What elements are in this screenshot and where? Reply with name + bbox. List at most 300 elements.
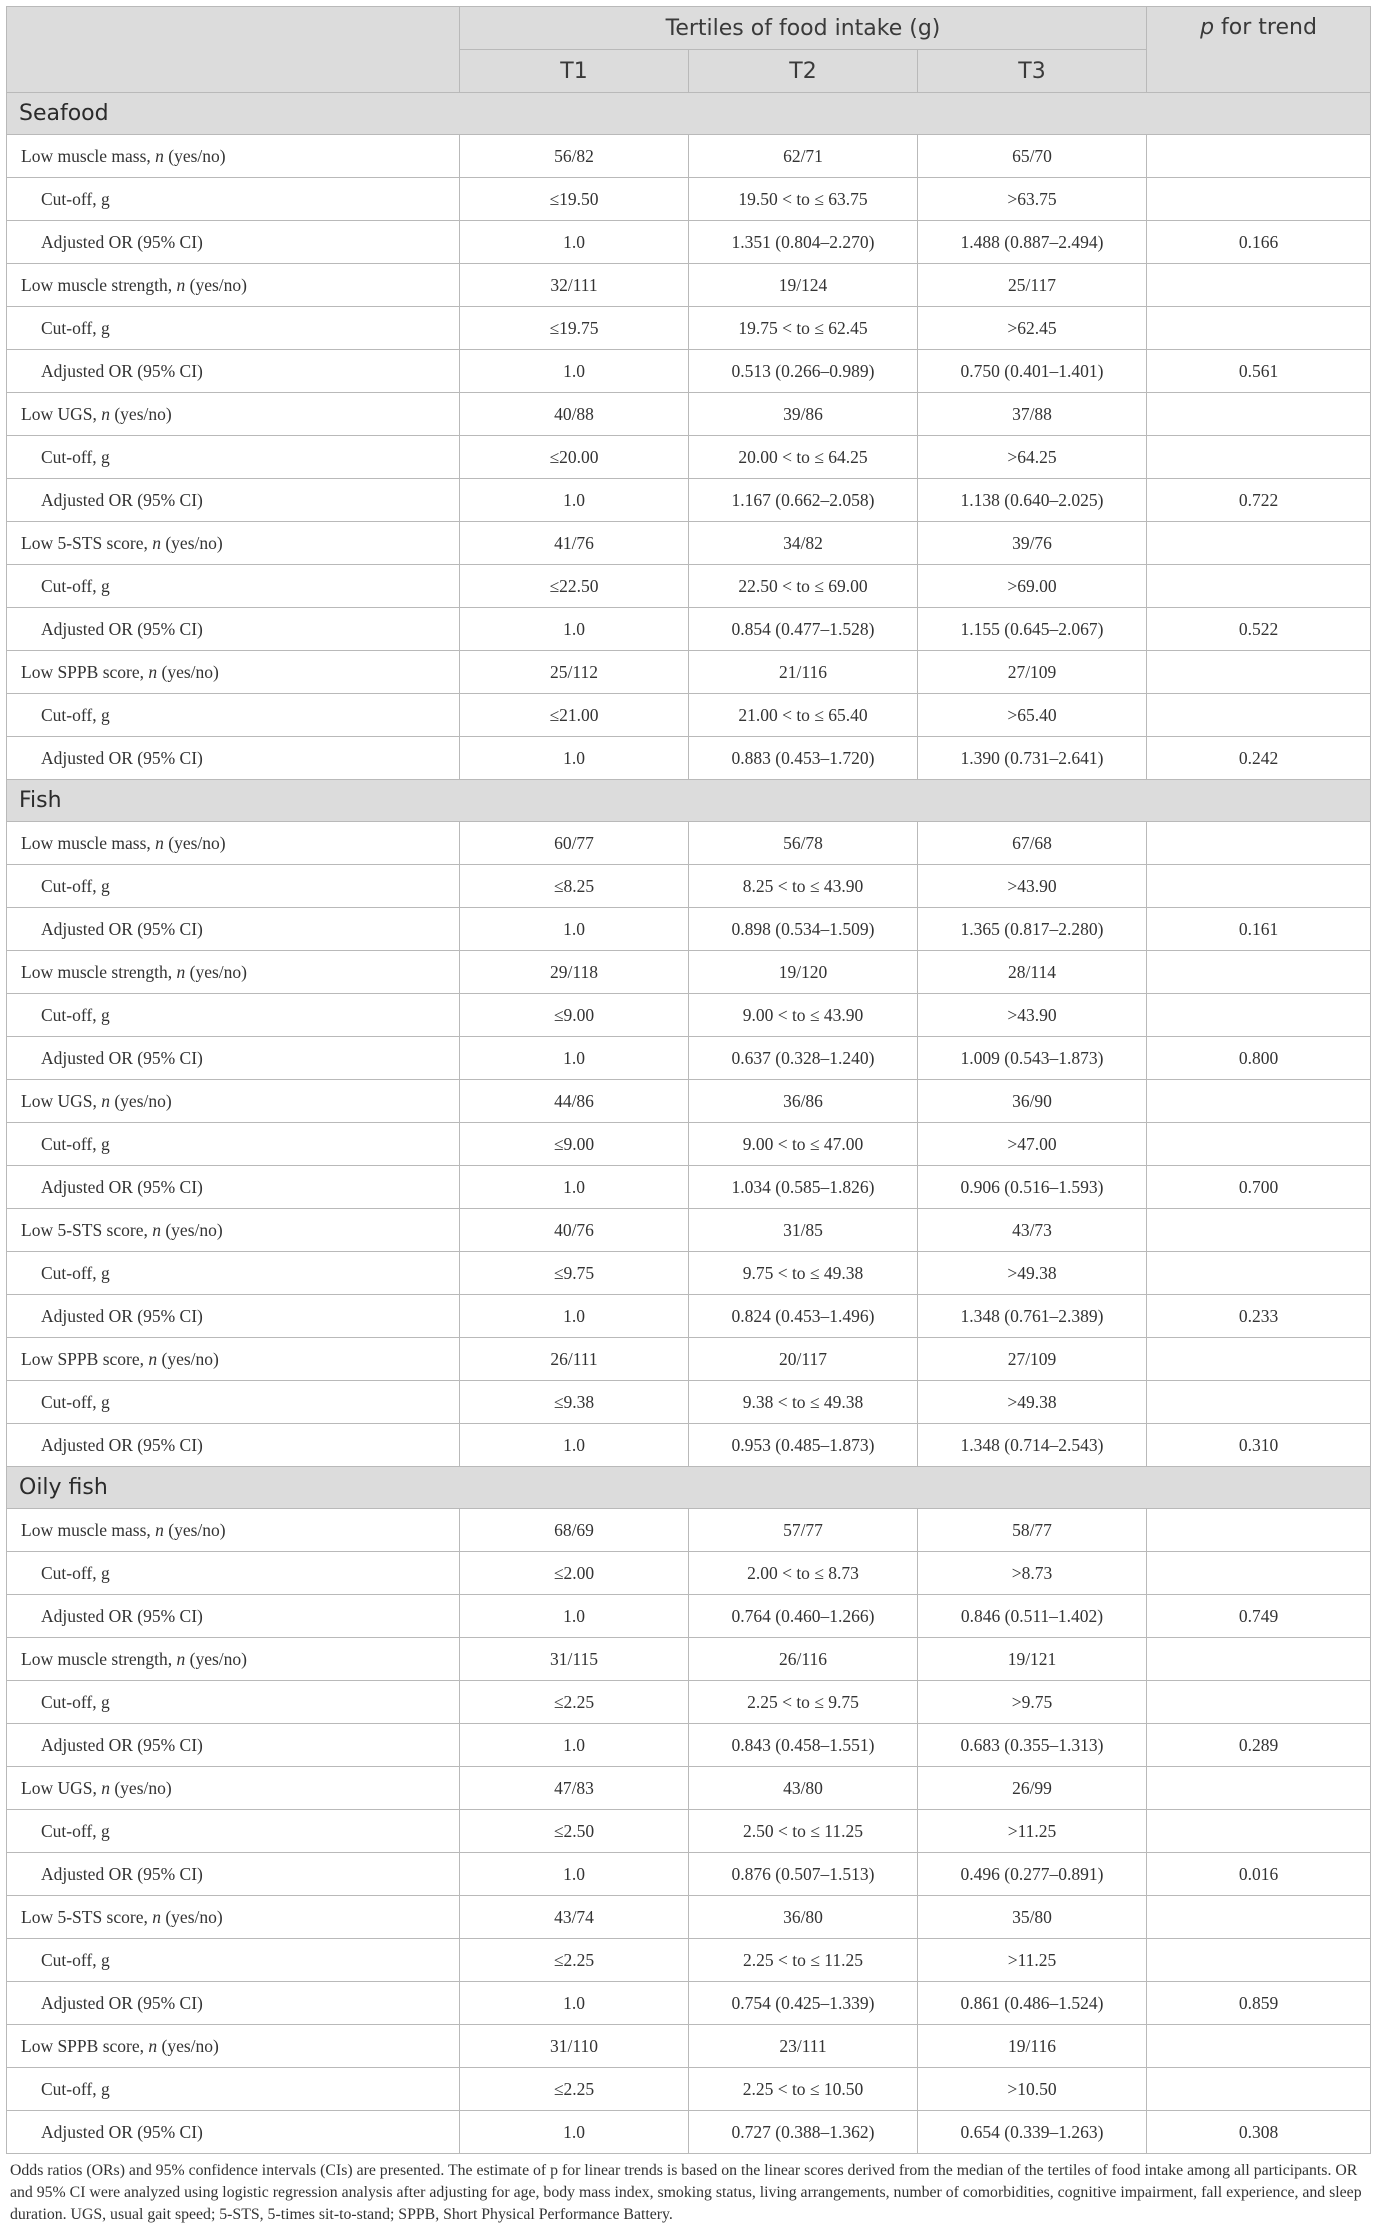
cutoff-label: Cut-off, g — [7, 1552, 460, 1595]
outcome-label-suffix: (yes/no) — [109, 1090, 172, 1111]
adjusted-or-row — [7, 737, 1371, 780]
outcome-label-n: n — [155, 145, 164, 166]
cutoff-label: Cut-off, g — [7, 1810, 460, 1853]
cutoff-cell: ≤9.00 — [460, 994, 689, 1037]
count-cell: 60/77 — [460, 822, 689, 865]
p-trend-empty-cell — [1147, 1810, 1371, 1853]
p-trend-empty-cell — [1147, 994, 1371, 1037]
outcome-label-suffix: (yes/no) — [185, 274, 248, 295]
outcome-row — [7, 822, 1371, 865]
outcome-label-n: n — [155, 832, 164, 853]
p-trend-cell: 0.722 — [1147, 479, 1371, 522]
outcome-label — [7, 1209, 460, 1252]
or-cell: 1.155 (0.645–2.067) — [918, 608, 1147, 651]
count-cell: 27/109 — [918, 1338, 1147, 1381]
tertiles-group-header: Tertiles of food intake (g) — [460, 7, 1147, 50]
count-cell: 21/116 — [689, 651, 918, 694]
count-cell: 28/114 — [918, 951, 1147, 994]
count-cell: 26/116 — [689, 1638, 918, 1681]
cutoff-cell: 9.38 < to ≤ 49.38 — [689, 1381, 918, 1424]
p-trend-cell: 0.289 — [1147, 1724, 1371, 1767]
adjusted-or-row — [7, 1982, 1371, 2025]
or-cell: 1.0 — [460, 1982, 689, 2025]
p-trend-cell: 0.310 — [1147, 1424, 1371, 1467]
outcome-label-prefix: Low SPPB score, — [21, 2035, 149, 2056]
p-trend-italic: p — [1200, 15, 1215, 40]
p-trend-empty-cell — [1147, 865, 1371, 908]
outcome-label-n: n — [176, 274, 186, 295]
count-cell: 25/112 — [460, 651, 689, 694]
cutoff-label: Cut-off, g — [7, 1123, 460, 1166]
p-trend-empty-cell — [1147, 1123, 1371, 1166]
outcome-label — [7, 951, 460, 994]
cutoff-cell: >49.38 — [918, 1381, 1147, 1424]
outcome-row — [7, 1638, 1371, 1681]
cutoff-row — [7, 994, 1371, 1037]
count-cell: 41/76 — [460, 522, 689, 565]
outcome-label-suffix: (yes/no) — [109, 1777, 172, 1798]
section-title: Fish — [7, 780, 1371, 822]
outcome-label-suffix: (yes/no) — [160, 532, 223, 553]
p-trend-header — [1147, 7, 1371, 93]
outcome-label-suffix: (yes/no) — [160, 1906, 223, 1927]
cutoff-label: Cut-off, g — [7, 1939, 460, 1982]
outcome-row — [7, 393, 1371, 436]
adjusted-or-row — [7, 1295, 1371, 1338]
or-cell: 0.683 (0.355–1.313) — [918, 1724, 1147, 1767]
cutoff-cell: 2.25 < to ≤ 10.50 — [689, 2068, 918, 2111]
or-cell: 0.861 (0.486–1.524) — [918, 1982, 1147, 2025]
p-trend-empty-cell — [1147, 1509, 1371, 1552]
results-table-container — [6, 6, 1370, 2226]
adjusted-or-row — [7, 1166, 1371, 1209]
outcome-row — [7, 264, 1371, 307]
p-trend-empty-cell — [1147, 2068, 1371, 2111]
count-cell: 36/86 — [689, 1080, 918, 1123]
outcome-row — [7, 2025, 1371, 2068]
cutoff-row — [7, 1123, 1371, 1166]
or-cell: 1.0 — [460, 350, 689, 393]
cutoff-cell: 19.50 < to ≤ 63.75 — [689, 178, 918, 221]
count-cell: 31/85 — [689, 1209, 918, 1252]
section-row — [7, 780, 1371, 822]
p-trend-empty-cell — [1147, 178, 1371, 221]
count-cell: 40/88 — [460, 393, 689, 436]
or-cell: 0.513 (0.266–0.989) — [689, 350, 918, 393]
count-cell: 43/80 — [689, 1767, 918, 1810]
cutoff-label: Cut-off, g — [7, 994, 460, 1037]
or-cell: 1.0 — [460, 479, 689, 522]
outcome-label — [7, 393, 460, 436]
or-cell: 1.348 (0.714–2.543) — [918, 1424, 1147, 1467]
or-cell: 1.365 (0.817–2.280) — [918, 908, 1147, 951]
outcome-row — [7, 1509, 1371, 1552]
cutoff-row — [7, 307, 1371, 350]
cutoff-row — [7, 2068, 1371, 2111]
adjusted-or-row — [7, 1853, 1371, 1896]
cutoff-cell: ≤8.25 — [460, 865, 689, 908]
cutoff-cell: >69.00 — [918, 565, 1147, 608]
cutoff-label: Cut-off, g — [7, 2068, 460, 2111]
count-cell: 19/116 — [918, 2025, 1147, 2068]
cutoff-cell: >43.90 — [918, 865, 1147, 908]
outcome-row — [7, 1080, 1371, 1123]
count-cell: 68/69 — [460, 1509, 689, 1552]
or-cell: 0.754 (0.425–1.339) — [689, 1982, 918, 2025]
outcome-label-prefix: Low 5-STS score, — [21, 532, 153, 553]
cutoff-cell: ≤19.75 — [460, 307, 689, 350]
cutoff-cell: 22.50 < to ≤ 69.00 — [689, 565, 918, 608]
or-cell: 0.764 (0.460–1.266) — [689, 1595, 918, 1638]
outcome-row — [7, 1338, 1371, 1381]
or-cell: 1.0 — [460, 1295, 689, 1338]
cutoff-cell: >11.25 — [918, 1810, 1147, 1853]
p-trend-cell: 0.242 — [1147, 737, 1371, 780]
cutoff-row — [7, 1552, 1371, 1595]
tertile-header-t1: T1 — [460, 50, 689, 93]
p-trend-empty-cell — [1147, 436, 1371, 479]
cutoff-row — [7, 436, 1371, 479]
or-cell: 1.034 (0.585–1.826) — [689, 1166, 918, 1209]
cutoff-cell: >43.90 — [918, 994, 1147, 1037]
outcome-label-prefix: Low SPPB score, — [21, 661, 149, 682]
adjusted-or-row — [7, 1424, 1371, 1467]
adjusted-or-row — [7, 608, 1371, 651]
cutoff-row — [7, 1810, 1371, 1853]
cutoff-cell: ≤2.50 — [460, 1810, 689, 1853]
p-trend-cell: 0.308 — [1147, 2111, 1371, 2154]
adjusted-or-label: Adjusted OR (95% CI) — [7, 1037, 460, 1080]
section-row — [7, 93, 1371, 135]
count-cell: 29/118 — [460, 951, 689, 994]
p-trend-empty-cell — [1147, 1338, 1371, 1381]
outcome-label — [7, 1509, 460, 1552]
adjusted-or-row — [7, 221, 1371, 264]
outcome-label-prefix: Low muscle mass, — [21, 145, 156, 166]
cutoff-label: Cut-off, g — [7, 178, 460, 221]
or-cell: 0.750 (0.401–1.401) — [918, 350, 1147, 393]
outcome-label-suffix: (yes/no) — [157, 2035, 219, 2056]
adjusted-or-label: Adjusted OR (95% CI) — [7, 1595, 460, 1638]
count-cell: 34/82 — [689, 522, 918, 565]
outcome-label-n: n — [155, 1519, 164, 1540]
cutoff-cell: ≤2.25 — [460, 2068, 689, 2111]
outcome-label-prefix: Low 5-STS score, — [21, 1906, 153, 1927]
adjusted-or-label: Adjusted OR (95% CI) — [7, 608, 460, 651]
cutoff-label: Cut-off, g — [7, 1381, 460, 1424]
cutoff-cell: 2.25 < to ≤ 9.75 — [689, 1681, 918, 1724]
outcome-label-suffix: (yes/no) — [157, 661, 219, 682]
p-trend-empty-cell — [1147, 522, 1371, 565]
count-cell: 39/76 — [918, 522, 1147, 565]
outcome-label-prefix: Low 5-STS score, — [21, 1219, 153, 1240]
outcome-label-prefix: Low UGS, — [21, 403, 102, 424]
outcome-label-n: n — [176, 961, 186, 982]
count-cell: 65/70 — [918, 135, 1147, 178]
outcome-row — [7, 651, 1371, 694]
or-cell: 1.0 — [460, 1424, 689, 1467]
count-cell: 37/88 — [918, 393, 1147, 436]
tertile-odds-ratio-table — [6, 6, 1371, 2154]
count-cell: 20/117 — [689, 1338, 918, 1381]
section-title: Oily fish — [7, 1467, 1371, 1509]
outcome-row — [7, 1209, 1371, 1252]
cutoff-label: Cut-off, g — [7, 1252, 460, 1295]
p-trend-empty-cell — [1147, 393, 1371, 436]
adjusted-or-row — [7, 1037, 1371, 1080]
outcome-row — [7, 135, 1371, 178]
or-cell: 0.496 (0.277–0.891) — [918, 1853, 1147, 1896]
outcome-label-suffix: (yes/no) — [163, 1519, 226, 1540]
outcome-row — [7, 951, 1371, 994]
cutoff-cell: ≤9.38 — [460, 1381, 689, 1424]
cutoff-cell: ≤20.00 — [460, 436, 689, 479]
section-title: Seafood — [7, 93, 1371, 135]
cutoff-cell: 2.25 < to ≤ 11.25 — [689, 1939, 918, 1982]
count-cell: 40/76 — [460, 1209, 689, 1252]
cutoff-row — [7, 694, 1371, 737]
count-cell: 43/74 — [460, 1896, 689, 1939]
count-cell: 47/83 — [460, 1767, 689, 1810]
count-cell: 36/80 — [689, 1896, 918, 1939]
p-trend-empty-cell — [1147, 264, 1371, 307]
cutoff-cell: ≤19.50 — [460, 178, 689, 221]
outcome-label — [7, 822, 460, 865]
or-cell: 0.854 (0.477–1.528) — [689, 608, 918, 651]
tertile-header-t2: T2 — [689, 50, 918, 93]
p-trend-cell: 0.161 — [1147, 908, 1371, 951]
outcome-label-prefix: Low SPPB score, — [21, 1348, 149, 1369]
count-cell: 23/111 — [689, 2025, 918, 2068]
adjusted-or-label: Adjusted OR (95% CI) — [7, 1982, 460, 2025]
adjusted-or-row — [7, 2111, 1371, 2154]
p-trend-cell: 0.700 — [1147, 1166, 1371, 1209]
cutoff-cell: >9.75 — [918, 1681, 1147, 1724]
or-cell: 1.0 — [460, 1037, 689, 1080]
tertile-header-t3: T3 — [918, 50, 1147, 93]
or-cell: 1.009 (0.543–1.873) — [918, 1037, 1147, 1080]
count-cell: 39/86 — [689, 393, 918, 436]
table-body — [7, 93, 1371, 2154]
outcome-label — [7, 2025, 460, 2068]
outcome-label-prefix: Low muscle mass, — [21, 832, 156, 853]
outcome-label-n: n — [101, 1090, 110, 1111]
count-cell: 19/121 — [918, 1638, 1147, 1681]
adjusted-or-label: Adjusted OR (95% CI) — [7, 737, 460, 780]
cutoff-row — [7, 1939, 1371, 1982]
outcome-label-prefix: Low UGS, — [21, 1090, 102, 1111]
p-trend-cell: 0.859 — [1147, 1982, 1371, 2025]
outcome-label — [7, 1638, 460, 1681]
cutoff-cell: ≤9.75 — [460, 1252, 689, 1295]
cutoff-row — [7, 565, 1371, 608]
or-cell: 0.953 (0.485–1.873) — [689, 1424, 918, 1467]
p-trend-empty-cell — [1147, 307, 1371, 350]
count-cell: 57/77 — [689, 1509, 918, 1552]
p-trend-empty-cell — [1147, 951, 1371, 994]
count-cell: 36/90 — [918, 1080, 1147, 1123]
or-cell: 1.0 — [460, 1853, 689, 1896]
p-trend-cell: 0.800 — [1147, 1037, 1371, 1080]
outcome-label-prefix: Low muscle strength, — [21, 961, 177, 982]
p-trend-text: for trend — [1214, 15, 1317, 40]
outcome-label-suffix: (yes/no) — [163, 832, 226, 853]
or-cell: 1.488 (0.887–2.494) — [918, 221, 1147, 264]
count-cell: 44/86 — [460, 1080, 689, 1123]
cutoff-cell: >63.75 — [918, 178, 1147, 221]
adjusted-or-label: Adjusted OR (95% CI) — [7, 221, 460, 264]
outcome-label — [7, 1338, 460, 1381]
outcome-label-n: n — [101, 403, 110, 424]
outcome-label-prefix: Low UGS, — [21, 1777, 102, 1798]
or-cell: 1.348 (0.761–2.389) — [918, 1295, 1147, 1338]
count-cell: 27/109 — [918, 651, 1147, 694]
or-cell: 1.0 — [460, 1595, 689, 1638]
count-cell: 56/82 — [460, 135, 689, 178]
table-header — [7, 7, 1371, 93]
outcome-label-suffix: (yes/no) — [160, 1219, 223, 1240]
cutoff-label: Cut-off, g — [7, 865, 460, 908]
cutoff-cell: 2.50 < to ≤ 11.25 — [689, 1810, 918, 1853]
or-cell: 0.906 (0.516–1.593) — [918, 1166, 1147, 1209]
or-cell: 0.727 (0.388–1.362) — [689, 2111, 918, 2154]
count-cell: 19/124 — [689, 264, 918, 307]
p-trend-empty-cell — [1147, 1552, 1371, 1595]
adjusted-or-row — [7, 350, 1371, 393]
or-cell: 0.824 (0.453–1.496) — [689, 1295, 918, 1338]
count-cell: 25/117 — [918, 264, 1147, 307]
cutoff-cell: ≤2.25 — [460, 1939, 689, 1982]
or-cell: 1.167 (0.662–2.058) — [689, 479, 918, 522]
adjusted-or-label: Adjusted OR (95% CI) — [7, 350, 460, 393]
or-cell: 1.0 — [460, 2111, 689, 2154]
table-footnote: Odds ratios (ORs) and 95% confidence intervals (CIs) are presented. The estimate of p for linear trends is based on the linear scores derived from the median of the tertiles of food intake among all participants. OR and 95% CI were analyzed using logistic regression analysis after adjusting for age, body mass index, smoking status, living arrangements, number of comorbidities, cognitive impairment, fall experience, and sleep duration. UGS, usual gait speed; 5-STS, 5-times sit-to-stand; SPPB, Short Physical Performance Battery. — [10, 2162, 1362, 2223]
p-trend-cell: 0.166 — [1147, 221, 1371, 264]
outcome-label-n: n — [101, 1777, 110, 1798]
adjusted-or-row — [7, 1595, 1371, 1638]
adjusted-or-label: Adjusted OR (95% CI) — [7, 1853, 460, 1896]
cutoff-cell: 8.25 < to ≤ 43.90 — [689, 865, 918, 908]
outcome-label — [7, 1080, 460, 1123]
or-cell: 1.0 — [460, 908, 689, 951]
p-trend-empty-cell — [1147, 135, 1371, 178]
p-trend-empty-cell — [1147, 1896, 1371, 1939]
or-cell: 1.390 (0.731–2.641) — [918, 737, 1147, 780]
cutoff-label: Cut-off, g — [7, 694, 460, 737]
cutoff-cell: 20.00 < to ≤ 64.25 — [689, 436, 918, 479]
p-trend-empty-cell — [1147, 565, 1371, 608]
outcome-row — [7, 1767, 1371, 1810]
outcome-label — [7, 135, 460, 178]
adjusted-or-label: Adjusted OR (95% CI) — [7, 2111, 460, 2154]
adjusted-or-label: Adjusted OR (95% CI) — [7, 1724, 460, 1767]
cutoff-cell: >47.00 — [918, 1123, 1147, 1166]
cutoff-cell: ≤9.00 — [460, 1123, 689, 1166]
adjusted-or-row — [7, 908, 1371, 951]
or-cell: 0.654 (0.339–1.263) — [918, 2111, 1147, 2154]
or-cell: 0.898 (0.534–1.509) — [689, 908, 918, 951]
p-trend-empty-cell — [1147, 651, 1371, 694]
adjusted-or-row — [7, 1724, 1371, 1767]
p-trend-cell: 0.016 — [1147, 1853, 1371, 1896]
outcome-row — [7, 522, 1371, 565]
adjusted-or-label: Adjusted OR (95% CI) — [7, 1166, 460, 1209]
p-trend-empty-cell — [1147, 1638, 1371, 1681]
outcome-label-n: n — [152, 532, 161, 553]
or-cell: 1.0 — [460, 221, 689, 264]
outcome-label-prefix: Low muscle strength, — [21, 274, 177, 295]
p-trend-empty-cell — [1147, 1681, 1371, 1724]
p-trend-empty-cell — [1147, 1080, 1371, 1123]
header-blank-cell — [7, 7, 460, 93]
outcome-label — [7, 1896, 460, 1939]
cutoff-cell: ≤22.50 — [460, 565, 689, 608]
cutoff-label: Cut-off, g — [7, 1681, 460, 1724]
cutoff-cell: >64.25 — [918, 436, 1147, 479]
cutoff-cell: >62.45 — [918, 307, 1147, 350]
or-cell: 1.351 (0.804–2.270) — [689, 221, 918, 264]
count-cell: 26/99 — [918, 1767, 1147, 1810]
outcome-row — [7, 1896, 1371, 1939]
outcome-label-suffix: (yes/no) — [109, 403, 172, 424]
p-trend-empty-cell — [1147, 1252, 1371, 1295]
count-cell: 67/68 — [918, 822, 1147, 865]
count-cell: 26/111 — [460, 1338, 689, 1381]
section-row — [7, 1467, 1371, 1509]
or-cell: 1.0 — [460, 1724, 689, 1767]
count-cell: 43/73 — [918, 1209, 1147, 1252]
outcome-label — [7, 264, 460, 307]
outcome-label-n: n — [148, 2035, 158, 2056]
cutoff-cell: 9.00 < to ≤ 47.00 — [689, 1123, 918, 1166]
count-cell: 31/115 — [460, 1638, 689, 1681]
outcome-label-n: n — [152, 1906, 161, 1927]
outcome-label-suffix: (yes/no) — [185, 961, 248, 982]
cutoff-cell: ≤2.25 — [460, 1681, 689, 1724]
cutoff-cell: 9.75 < to ≤ 49.38 — [689, 1252, 918, 1295]
cutoff-label: Cut-off, g — [7, 565, 460, 608]
p-trend-empty-cell — [1147, 1209, 1371, 1252]
count-cell: 32/111 — [460, 264, 689, 307]
outcome-label-n: n — [152, 1219, 161, 1240]
or-cell: 1.0 — [460, 737, 689, 780]
or-cell: 1.138 (0.640–2.025) — [918, 479, 1147, 522]
p-trend-empty-cell — [1147, 1381, 1371, 1424]
adjusted-or-label: Adjusted OR (95% CI) — [7, 479, 460, 522]
outcome-label-n: n — [148, 661, 158, 682]
adjusted-or-label: Adjusted OR (95% CI) — [7, 908, 460, 951]
count-cell: 19/120 — [689, 951, 918, 994]
p-trend-empty-cell — [1147, 1767, 1371, 1810]
cutoff-row — [7, 865, 1371, 908]
or-cell: 1.0 — [460, 608, 689, 651]
p-trend-cell: 0.561 — [1147, 350, 1371, 393]
cutoff-row — [7, 178, 1371, 221]
cutoff-label: Cut-off, g — [7, 307, 460, 350]
or-cell: 0.876 (0.507–1.513) — [689, 1853, 918, 1896]
p-trend-empty-cell — [1147, 1939, 1371, 1982]
cutoff-cell: ≤21.00 — [460, 694, 689, 737]
adjusted-or-label: Adjusted OR (95% CI) — [7, 1295, 460, 1338]
count-cell: 58/77 — [918, 1509, 1147, 1552]
p-trend-cell: 0.233 — [1147, 1295, 1371, 1338]
outcome-label-suffix: (yes/no) — [163, 145, 226, 166]
cutoff-label: Cut-off, g — [7, 436, 460, 479]
adjusted-or-label: Adjusted OR (95% CI) — [7, 1424, 460, 1467]
cutoff-row — [7, 1252, 1371, 1295]
cutoff-cell: >65.40 — [918, 694, 1147, 737]
or-cell: 0.637 (0.328–1.240) — [689, 1037, 918, 1080]
